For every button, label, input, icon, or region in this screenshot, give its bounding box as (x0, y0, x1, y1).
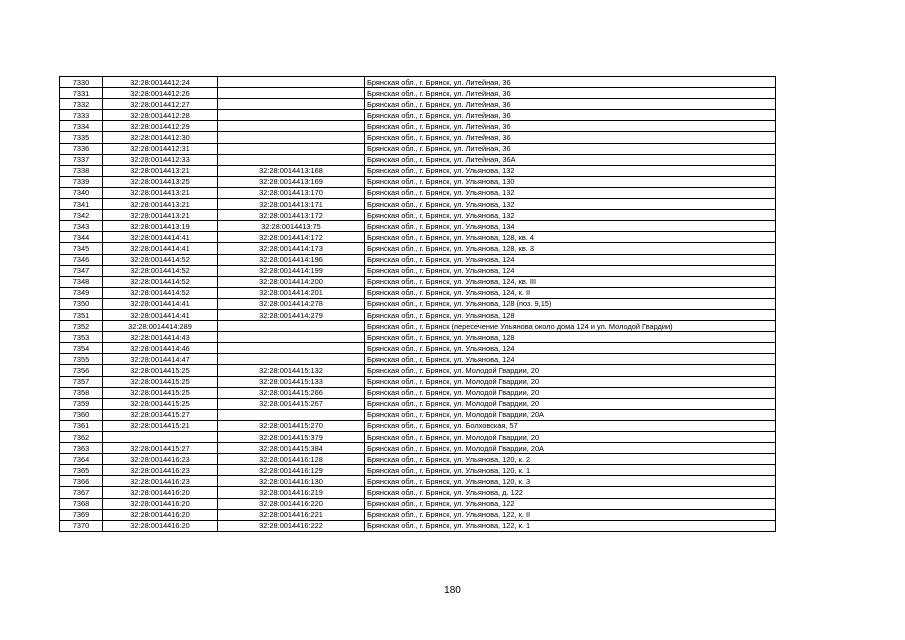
building-cadastral-number-cell (218, 143, 365, 154)
address-cell: Брянская обл., г. Брянск, ул. Ульянова, 124, кв. III (365, 276, 776, 287)
address-cell: Брянская обл., г. Брянск, ул. Ульянова, 124, к. II (365, 287, 776, 298)
row-number-cell: 7331 (60, 88, 103, 99)
table-row (60, 254, 776, 265)
table-row (60, 309, 776, 320)
building-cadastral-number-cell (218, 77, 365, 88)
building-cadastral-number-cell (218, 332, 365, 343)
building-cadastral-number-cell: 32:28:0014413:75 (218, 221, 365, 232)
building-cadastral-number-cell: 32:28:0014414:172 (218, 232, 365, 243)
table-row (60, 465, 776, 476)
building-cadastral-number-cell (218, 88, 365, 99)
row-number-cell: 7333 (60, 110, 103, 121)
cadastral-number-cell: 32:28:0014414:52 (103, 254, 218, 265)
building-cadastral-number-cell: 32:28:0014414:196 (218, 254, 365, 265)
building-cadastral-number-cell (218, 121, 365, 132)
row-number-cell: 7342 (60, 210, 103, 221)
building-cadastral-number-cell: 32:28:0014413:172 (218, 210, 365, 221)
row-number-cell: 7367 (60, 487, 103, 498)
cadastral-number-cell: 32:28:0014414:43 (103, 332, 218, 343)
building-cadastral-number-cell (218, 132, 365, 143)
address-cell: Брянская обл., г. Брянск (пересечение Ульянова около дома 124 и ул. Молодой Гвардии) (365, 321, 776, 332)
address-cell: Брянская обл., г. Брянск, ул. Ульянова, 130 (365, 176, 776, 187)
table-row (60, 520, 776, 531)
cadastral-number-cell: 32:28:0014414:52 (103, 287, 218, 298)
address-cell: Брянская обл., г. Брянск, ул. Ульянова, 122, к. 1 (365, 520, 776, 531)
cadastral-number-cell: 32:28:0014415:21 (103, 420, 218, 431)
table-row (60, 232, 776, 243)
address-cell: Брянская обл., г. Брянск, ул. Ульянова, 122, к. II (365, 509, 776, 520)
cadastral-number-cell: 32:28:0014416:20 (103, 498, 218, 509)
table-row (60, 332, 776, 343)
cadastral-number-cell (103, 432, 218, 443)
cadastral-number-cell: 32:28:0014414:52 (103, 276, 218, 287)
address-cell: Брянская обл., г. Брянск, ул. Ульянова, 120, к. 3 (365, 476, 776, 487)
table-row (60, 487, 776, 498)
building-cadastral-number-cell: 32:28:0014414:278 (218, 298, 365, 309)
building-cadastral-number-cell: 32:28:0014415:379 (218, 432, 365, 443)
row-number-cell: 7370 (60, 520, 103, 531)
address-cell: Брянская обл., г. Брянск, ул. Молодой Гвардии, 20 (365, 387, 776, 398)
table-row (60, 99, 776, 110)
row-number-cell: 7349 (60, 287, 103, 298)
table-row (60, 210, 776, 221)
table-row (60, 165, 776, 176)
cadastral-number-cell: 32:28:0014413:21 (103, 199, 218, 210)
address-cell: Брянская обл., г. Брянск, ул. Ульянова, 124 (365, 343, 776, 354)
row-number-cell: 7353 (60, 332, 103, 343)
address-cell: Брянская обл., г. Брянск, ул. Молодой Гвардии, 20 (365, 432, 776, 443)
building-cadastral-number-cell: 32:28:0014415:384 (218, 443, 365, 454)
address-cell: Брянская обл., г. Брянск, ул. Литейная, 36 (365, 121, 776, 132)
cadastral-number-cell: 32:28:0014416:20 (103, 520, 218, 531)
cadastral-number-cell: 32:28:0014415:27 (103, 409, 218, 420)
cadastral-number-cell: 32:28:0014413:21 (103, 165, 218, 176)
row-number-cell: 7359 (60, 398, 103, 409)
building-cadastral-number-cell (218, 343, 365, 354)
row-number-cell: 7361 (60, 420, 103, 431)
building-cadastral-number-cell (218, 409, 365, 420)
row-number-cell: 7330 (60, 77, 103, 88)
table-row (60, 110, 776, 121)
table-row (60, 176, 776, 187)
address-cell: Брянская обл., г. Брянск, ул. Молодой Гвардии, 20А (365, 409, 776, 420)
table-row (60, 276, 776, 287)
table-row (60, 265, 776, 276)
table-row (60, 298, 776, 309)
row-number-cell: 7357 (60, 376, 103, 387)
table-row (60, 199, 776, 210)
address-cell: Брянская обл., г. Брянск, ул. Ульянова, 134 (365, 221, 776, 232)
cadastral-number-cell: 32:28:0014415:27 (103, 443, 218, 454)
building-cadastral-number-cell: 32:28:0014414:199 (218, 265, 365, 276)
building-cadastral-number-cell: 32:28:0014416:221 (218, 509, 365, 520)
address-cell: Брянская обл., г. Брянск, ул. Ульянова, 128, кв. 4 (365, 232, 776, 243)
building-cadastral-number-cell: 32:28:0014414:200 (218, 276, 365, 287)
cadastral-number-cell: 32:28:0014413:19 (103, 221, 218, 232)
address-cell: Брянская обл., г. Брянск, ул. Ульянова, 124 (365, 265, 776, 276)
table-row (60, 387, 776, 398)
building-cadastral-number-cell: 32:28:0014413:171 (218, 199, 365, 210)
row-number-cell: 7360 (60, 409, 103, 420)
building-cadastral-number-cell: 32:28:0014416:220 (218, 498, 365, 509)
cadastral-number-cell: 32:28:0014414:41 (103, 232, 218, 243)
address-cell: Брянская обл., г. Брянск, ул. Молодой Гвардии, 20А (365, 443, 776, 454)
address-cell: Брянская обл., г. Брянск, ул. Ульянова, 128 (365, 309, 776, 320)
table-row (60, 398, 776, 409)
building-cadastral-number-cell: 32:28:0014414:201 (218, 287, 365, 298)
cadastral-number-cell: 32:28:0014412:26 (103, 88, 218, 99)
row-number-cell: 7354 (60, 343, 103, 354)
cadastral-number-cell: 32:28:0014412:28 (103, 110, 218, 121)
building-cadastral-number-cell (218, 99, 365, 110)
cadastral-number-cell: 32:28:0014414:41 (103, 298, 218, 309)
table-row (60, 443, 776, 454)
address-cell: Брянская обл., г. Брянск, ул. Литейная, 36 (365, 88, 776, 99)
building-cadastral-number-cell: 32:28:0014416:222 (218, 520, 365, 531)
row-number-cell: 7337 (60, 154, 103, 165)
row-number-cell: 7364 (60, 454, 103, 465)
table-row (60, 154, 776, 165)
cadastral-number-cell: 32:28:0014413:21 (103, 187, 218, 198)
row-number-cell: 7363 (60, 443, 103, 454)
row-number-cell: 7350 (60, 298, 103, 309)
row-number-cell: 7340 (60, 187, 103, 198)
cadastral-number-cell: 32:28:0014415:25 (103, 365, 218, 376)
table-row (60, 243, 776, 254)
row-number-cell: 7339 (60, 176, 103, 187)
building-cadastral-number-cell: 32:28:0014413:169 (218, 176, 365, 187)
cadastral-number-cell: 32:28:0014415:25 (103, 376, 218, 387)
address-cell: Брянская обл., г. Брянск, ул. Ульянова, 128 (поз. 9,15) (365, 298, 776, 309)
registry-table-body (60, 77, 776, 532)
registry-table (59, 76, 776, 532)
building-cadastral-number-cell: 32:28:0014413:168 (218, 165, 365, 176)
table-row (60, 376, 776, 387)
building-cadastral-number-cell: 32:28:0014416:130 (218, 476, 365, 487)
address-cell: Брянская обл., г. Брянск, ул. Литейная, 36 (365, 132, 776, 143)
address-cell: Брянская обл., г. Брянск, ул. Молодой Гвардии, 20 (365, 398, 776, 409)
table-row (60, 354, 776, 365)
row-number-cell: 7369 (60, 509, 103, 520)
address-cell: Брянская обл., г. Брянск, ул. Ульянова, 132 (365, 199, 776, 210)
row-number-cell: 7348 (60, 276, 103, 287)
table-row (60, 365, 776, 376)
row-number-cell: 7347 (60, 265, 103, 276)
cadastral-number-cell: 32:28:0014416:20 (103, 509, 218, 520)
building-cadastral-number-cell: 32:28:0014415:267 (218, 398, 365, 409)
cadastral-number-cell: 32:28:0014412:30 (103, 132, 218, 143)
table-row (60, 187, 776, 198)
table-row (60, 221, 776, 232)
address-cell: Брянская обл., г. Брянск, ул. Ульянова, 122 (365, 498, 776, 509)
row-number-cell: 7341 (60, 199, 103, 210)
building-cadastral-number-cell: 32:28:0014415:266 (218, 387, 365, 398)
cadastral-number-cell: 32:28:0014415:25 (103, 387, 218, 398)
row-number-cell: 7368 (60, 498, 103, 509)
cadastral-number-cell: 32:28:0014416:20 (103, 487, 218, 498)
address-cell: Брянская обл., г. Брянск, ул. Ульянова, 132 (365, 187, 776, 198)
row-number-cell: 7335 (60, 132, 103, 143)
building-cadastral-number-cell (218, 110, 365, 121)
building-cadastral-number-cell (218, 321, 365, 332)
table-row (60, 143, 776, 154)
row-number-cell: 7362 (60, 432, 103, 443)
table-row (60, 132, 776, 143)
cadastral-number-cell: 32:28:0014414:52 (103, 265, 218, 276)
building-cadastral-number-cell: 32:28:0014413:170 (218, 187, 365, 198)
table-row (60, 343, 776, 354)
address-cell: Брянская обл., г. Брянск, ул. Болховская, 57 (365, 420, 776, 431)
building-cadastral-number-cell: 32:28:0014415:270 (218, 420, 365, 431)
cadastral-number-cell: 32:28:0014412:27 (103, 99, 218, 110)
table-row (60, 509, 776, 520)
building-cadastral-number-cell: 32:28:0014416:129 (218, 465, 365, 476)
cadastral-number-cell: 32:28:0014412:29 (103, 121, 218, 132)
table-row (60, 498, 776, 509)
address-cell: Брянская обл., г. Брянск, ул. Литейная, 36 (365, 77, 776, 88)
row-number-cell: 7352 (60, 321, 103, 332)
address-cell: Брянская обл., г. Брянск, ул. Ульянова, 132 (365, 210, 776, 221)
row-number-cell: 7346 (60, 254, 103, 265)
table-row (60, 77, 776, 88)
address-cell: Брянская обл., г. Брянск, ул. Литейная, 36 (365, 110, 776, 121)
cadastral-number-cell: 32:28:0014416:23 (103, 454, 218, 465)
row-number-cell: 7355 (60, 354, 103, 365)
building-cadastral-number-cell: 32:28:0014415:132 (218, 365, 365, 376)
table-row (60, 287, 776, 298)
row-number-cell: 7334 (60, 121, 103, 132)
address-cell: Брянская обл., г. Брянск, ул. Молодой Гвардии, 20 (365, 365, 776, 376)
table-row (60, 420, 776, 431)
building-cadastral-number-cell: 32:28:0014416:128 (218, 454, 365, 465)
cadastral-number-cell: 32:28:0014412:31 (103, 143, 218, 154)
row-number-cell: 7356 (60, 365, 103, 376)
row-number-cell: 7332 (60, 99, 103, 110)
cadastral-number-cell: 32:28:0014416:23 (103, 476, 218, 487)
cadastral-number-cell: 32:28:0014414:46 (103, 343, 218, 354)
cadastral-number-cell: 32:28:0014416:23 (103, 465, 218, 476)
building-cadastral-number-cell: 32:28:0014414:173 (218, 243, 365, 254)
cadastral-number-cell: 32:28:0014412:24 (103, 77, 218, 88)
building-cadastral-number-cell: 32:28:0014414:279 (218, 309, 365, 320)
cadastral-number-cell: 32:28:0014414:47 (103, 354, 218, 365)
row-number-cell: 7366 (60, 476, 103, 487)
cadastral-number-cell: 32:28:0014412:33 (103, 154, 218, 165)
row-number-cell: 7344 (60, 232, 103, 243)
table-row (60, 476, 776, 487)
cadastral-number-cell: 32:28:0014415:25 (103, 398, 218, 409)
address-cell: Брянская обл., г. Брянск, ул. Литейная, 36 (365, 99, 776, 110)
cadastral-number-cell: 32:28:0014414:41 (103, 309, 218, 320)
table-row (60, 88, 776, 99)
row-number-cell: 7351 (60, 309, 103, 320)
table-row (60, 409, 776, 420)
row-number-cell: 7343 (60, 221, 103, 232)
row-number-cell: 7338 (60, 165, 103, 176)
cadastral-number-cell: 32:28:0014414:289 (103, 321, 218, 332)
address-cell: Брянская обл., г. Брянск, ул. Ульянова, 128 (365, 332, 776, 343)
row-number-cell: 7358 (60, 387, 103, 398)
cadastral-number-cell: 32:28:0014414:41 (103, 243, 218, 254)
address-cell: Брянская обл., г. Брянск, ул. Ульянова, 124 (365, 254, 776, 265)
building-cadastral-number-cell: 32:28:0014415:133 (218, 376, 365, 387)
table-row (60, 321, 776, 332)
address-cell: Брянская обл., г. Брянск, ул. Ульянова, 120, к. 1 (365, 465, 776, 476)
table-row (60, 432, 776, 443)
row-number-cell: 7336 (60, 143, 103, 154)
building-cadastral-number-cell: 32:28:0014416:219 (218, 487, 365, 498)
building-cadastral-number-cell (218, 354, 365, 365)
address-cell: Брянская обл., г. Брянск, ул. Литейная, 36А (365, 154, 776, 165)
address-cell: Брянская обл., г. Брянск, ул. Ульянова, 128, кв. 3 (365, 243, 776, 254)
row-number-cell: 7345 (60, 243, 103, 254)
building-cadastral-number-cell (218, 154, 365, 165)
address-cell: Брянская обл., г. Брянск, ул. Ульянова, д. 122 (365, 487, 776, 498)
table-row (60, 454, 776, 465)
table-row (60, 121, 776, 132)
page-number: 180 (444, 585, 461, 596)
address-cell: Брянская обл., г. Брянск, ул. Литейная, 36 (365, 143, 776, 154)
row-number-cell: 7365 (60, 465, 103, 476)
address-cell: Брянская обл., г. Брянск, ул. Ульянова, 120, к. 2 (365, 454, 776, 465)
cadastral-number-cell: 32:28:0014413:25 (103, 176, 218, 187)
address-cell: Брянская обл., г. Брянск, ул. Ульянова, 132 (365, 165, 776, 176)
cadastral-number-cell: 32:28:0014413:21 (103, 210, 218, 221)
address-cell: Брянская обл., г. Брянск, ул. Ульянова, 124 (365, 354, 776, 365)
address-cell: Брянская обл., г. Брянск, ул. Молодой Гвардии, 20 (365, 376, 776, 387)
